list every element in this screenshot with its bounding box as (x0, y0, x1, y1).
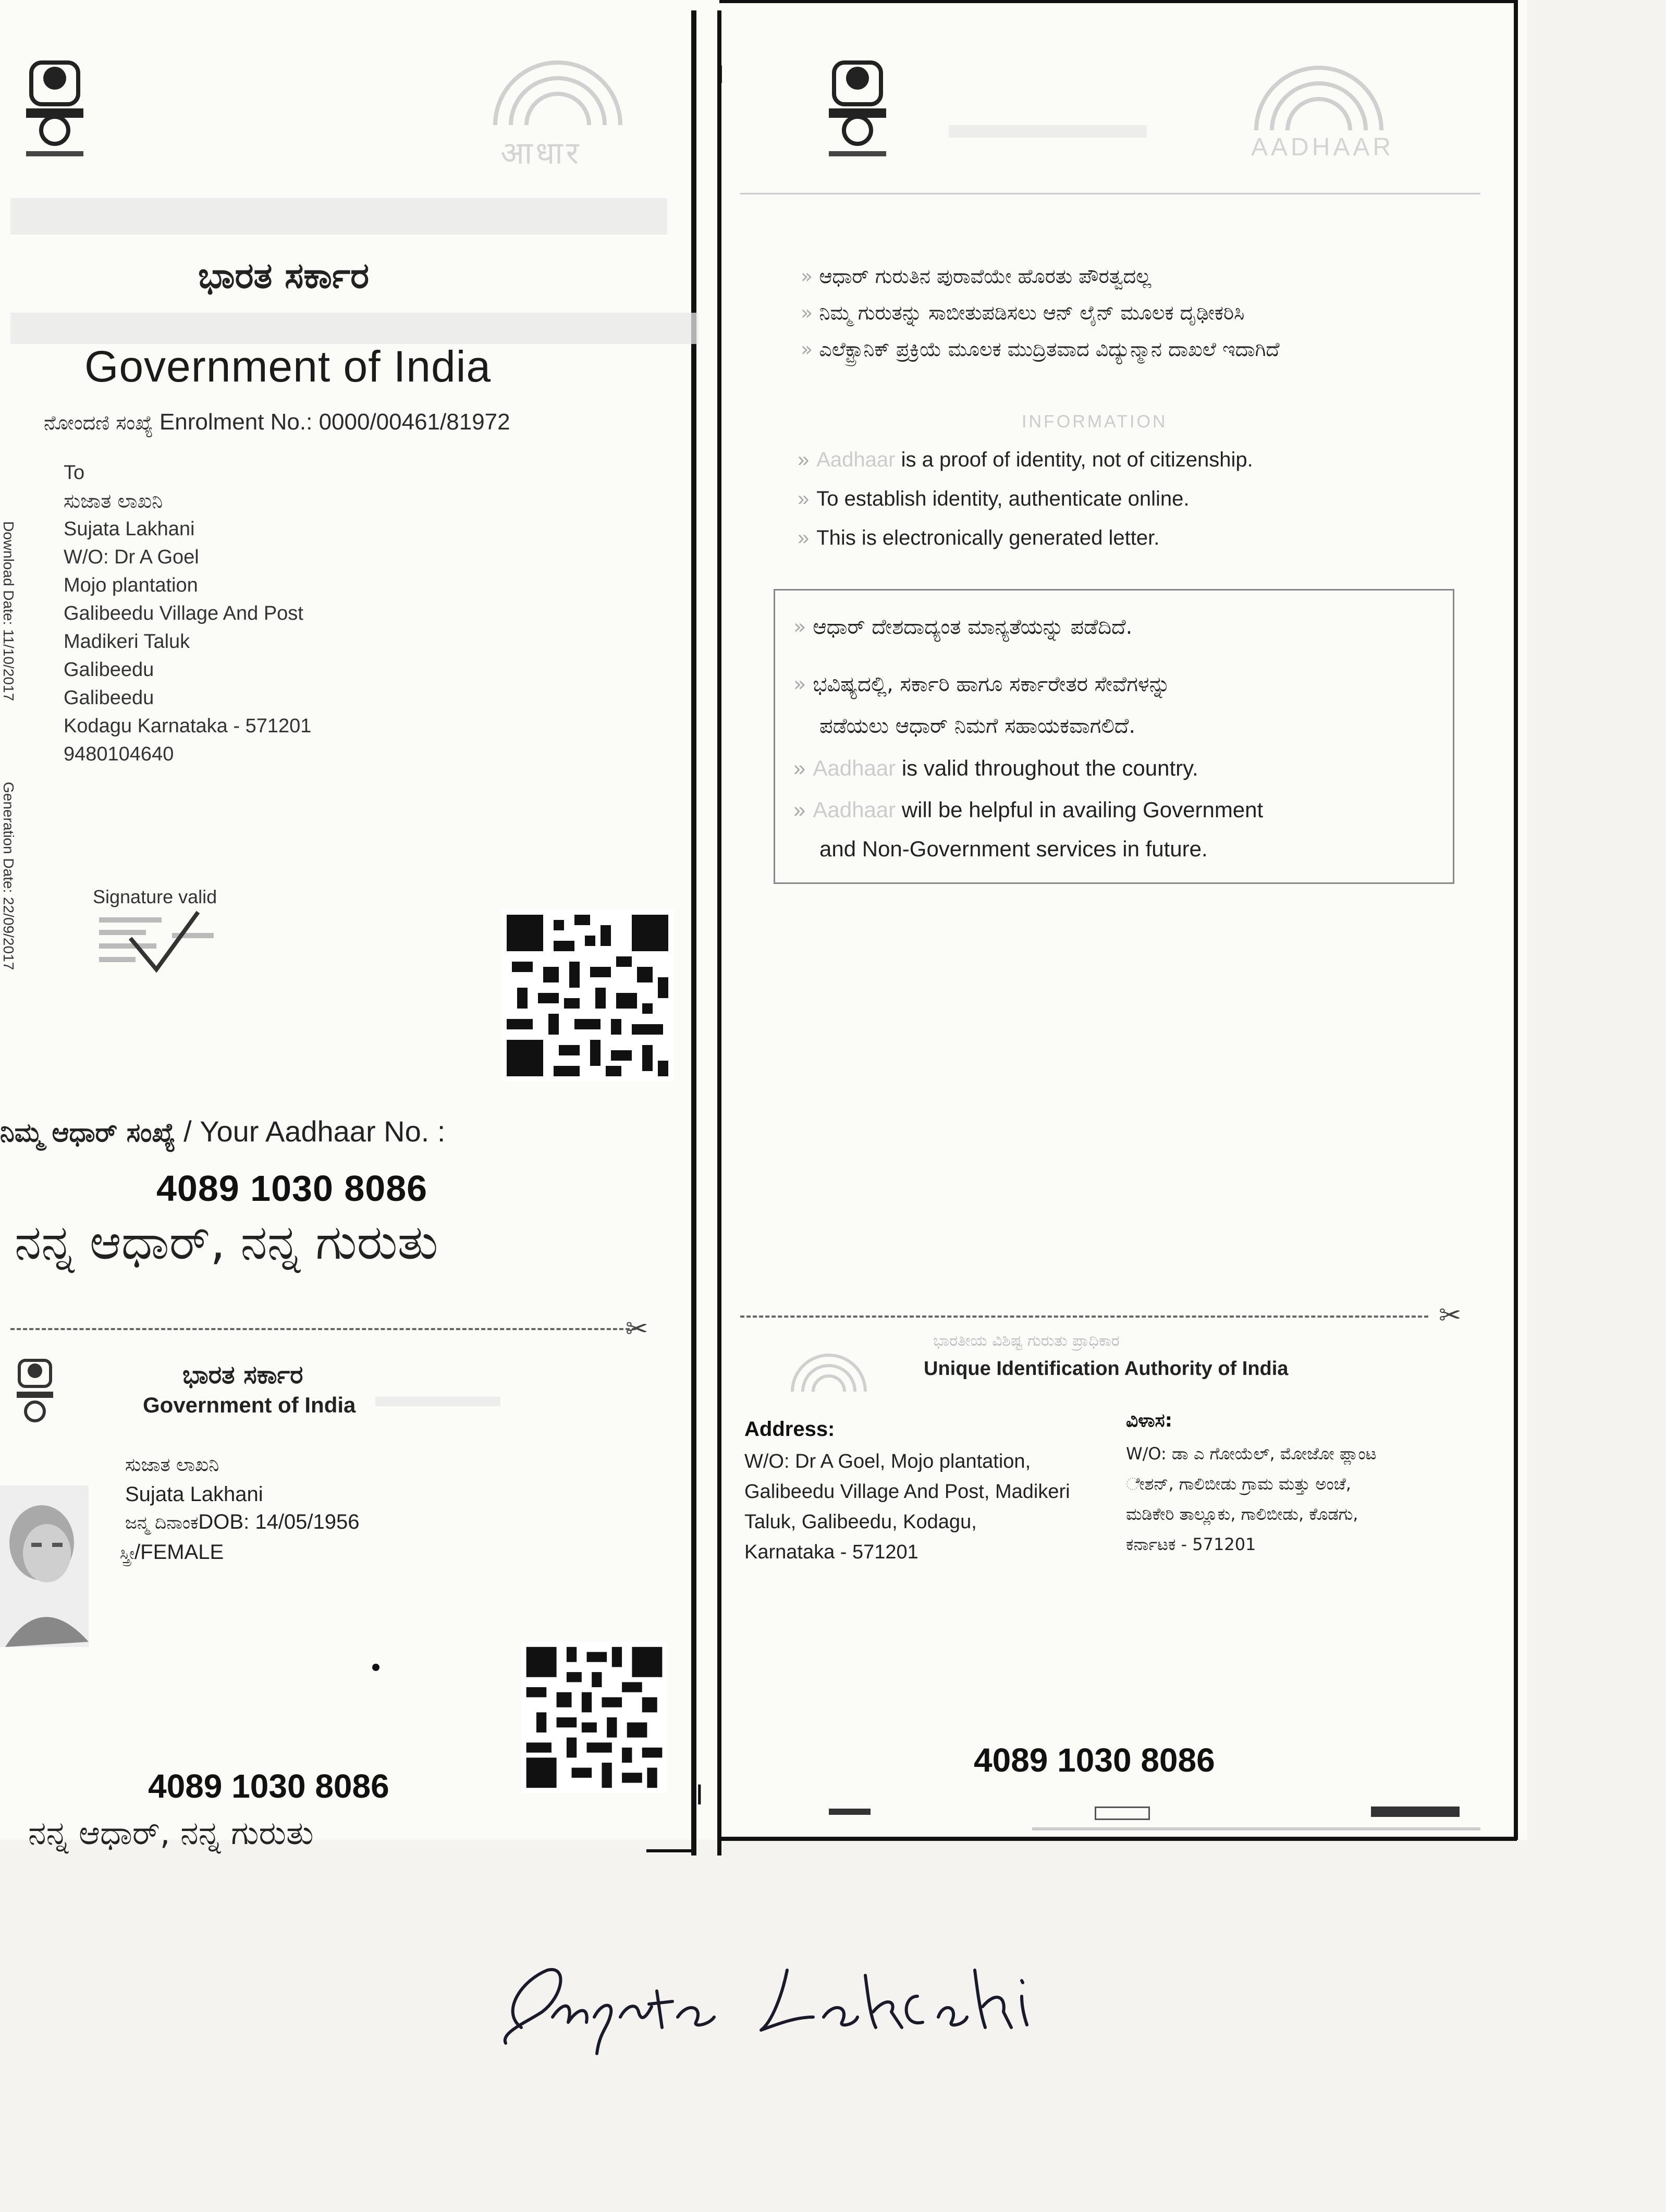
uidai-kn-title: ಭಾರತೀಯ ವಿಶಿಷ್ಟ ಗುರುತು ಪ್ರಾಧಿಕಾರ (933, 1332, 1120, 1350)
footer-logo-strip (829, 1809, 871, 1815)
box-en-item: » Aadhaar is valid throughout the country. (793, 756, 1198, 780)
aadhaar-slogan-letter: ನನ್ನ ಆಧಾರ್, ನನ್ನ ಗುರುತು (15, 1214, 438, 1270)
card-dob-value: DOB: 14/05/1956 (198, 1510, 360, 1533)
footer-logo-strip (1095, 1807, 1150, 1820)
card-dob (125, 1510, 360, 1534)
back-address-line: Taluk, Galibeedu, Kodagu, (744, 1511, 977, 1533)
address-line: Galibeedu Village And Post (64, 603, 303, 624)
back-address-line: Galibeedu Village And Post, Madikeri (744, 1481, 1070, 1503)
enrolment-number (44, 409, 510, 435)
address-line: 9480104640 (64, 743, 174, 765)
national-emblem-icon (16, 47, 94, 167)
aadhaar-slogan-card: ನನ್ನ ಆಧಾರ್, ನನ್ನ ಗುರುತು (28, 1814, 314, 1852)
address-label: Address: (744, 1418, 835, 1441)
kannada-govt-header: ಭಾರತ ಸರ್ಕಾರ (198, 255, 370, 297)
aadhaar-fingerprint-logo-icon (485, 57, 631, 130)
address-line: W/O: Dr A Goel (64, 546, 199, 568)
en-info-item: » Aadhaar is a proof of identity, not of citizenship. (798, 448, 1253, 471)
aadhaar-fingerprint-logo-icon (787, 1347, 871, 1394)
back-address-line: W/O: Dr A Goel, Mojo plantation, (744, 1451, 1031, 1472)
scissors-icon: ✂ (626, 1314, 648, 1344)
national-emblem-icon (818, 52, 897, 167)
generation-date-vertical: Generation Date: 22/09/2017 (1, 782, 17, 970)
box-en-item: » Aadhaar will be helpful in availing Government (793, 797, 1264, 822)
information-heading: INFORMATION (1022, 412, 1168, 432)
footer-logo-strip (1371, 1807, 1460, 1817)
dot-mark (372, 1664, 379, 1671)
box-kn-item: » ಆಧಾರ್ ದೇಶದಾದ್ಯಂತ ಮಾನ್ಯತೆಯನ್ನು ಪಡೆದಿದೆ. (793, 615, 1133, 639)
card-name: Sujata Lakhani (125, 1483, 263, 1506)
en-info-item: » To establish identity, authenticate online. (798, 487, 1190, 510)
bottom-border-left (646, 1849, 693, 1852)
back-address-line-kn: ಮಡಿಕೇರಿ ತಾಲ್ಲೂಕು, ಗಾಲಿಬೀಡು, ಕೊಡಗು, (1126, 1504, 1358, 1524)
govt-of-india-title: Government of India (84, 342, 492, 391)
card-kannada-header: ಭಾರತ ಸರ್ಕಾರ (182, 1360, 303, 1390)
hinge-mark-bottom: I (695, 1778, 704, 1811)
signature-check-icon (94, 907, 229, 980)
faded-header-band (949, 125, 1147, 138)
card-gender-kn: ಸ್ತ್ರೀ (120, 1545, 135, 1563)
your-aadhaar-no-en: / Your Aadhaar No. : (183, 1115, 446, 1148)
faded-header-band (375, 1397, 500, 1406)
center-fold-line (691, 10, 696, 1855)
address-line: Galibeedu (64, 687, 154, 709)
back-address-block-kn (1126, 1439, 1377, 1559)
aadhaar-number-card-back: 4089 1030 8086 (974, 1741, 1215, 1779)
kn-info-item: » ಎಲೆಕ್ಟ್ರಾನಿಕ್ ಪ್ರಕ್ರಿಯೆ ಮೂಲಕ ಮುದ್ರಿತವಾದ ವಿದ್ಯುನ್ಮಾನ ದಾಖಲೆ ಇದಾಗಿದೆ (801, 338, 1280, 361)
hinge-mark-top: I (717, 61, 725, 89)
box-kn-item: » ಭವಿಷ್ಯದಲ್ಲಿ, ಸರ್ಕಾರಿ ಹಾಗೂ ಸರ್ಕಾರೇತರ ಸೇವೆಗಳನ್ನು (793, 672, 1170, 696)
download-date-vertical: Download Date: 11/10/2017 (1, 521, 17, 702)
address-line: Kodagu Karnataka - 571201 (64, 715, 312, 737)
your-aadhaar-no-label (0, 1114, 445, 1148)
enrolment-kn-label: ನೋಂದಣಿ ಸಂಖ್ಯೆ (44, 411, 153, 434)
card-name-kn: ಸುಜಾತ ಲಾಖನಿ (125, 1454, 219, 1476)
card-dob-kn: ಜನ್ಮ ದಿನಾಂಕ (125, 1513, 199, 1533)
header-rule (740, 193, 1480, 194)
enrolment-label: Enrolment No.: 0000/00461/81972 (159, 409, 510, 435)
right-border-line (1514, 0, 1518, 1840)
uidai-title: Unique Identification Authority of India (924, 1358, 1289, 1380)
aadhaar-watermark: AADHAAR (1251, 133, 1394, 161)
address-line: ಸುಜಾತ ಲಾಖನಿ (64, 489, 163, 512)
national-emblem-icon (11, 1355, 58, 1433)
back-address-line-kn: ಕರ್ನಾಟಕ - 571201 (1126, 1534, 1256, 1554)
address-label-kn: ವಿಳಾಸ: (1126, 1410, 1172, 1431)
address-line: Sujata Lakhani (64, 518, 195, 540)
aadhaar-number-letter: 4089 1030 8086 (156, 1168, 428, 1209)
en-info-item: » This is electronically generated letter. (798, 526, 1160, 549)
signature-valid-label: Signature valid (93, 886, 217, 907)
center-fold-line-2 (717, 10, 721, 1855)
to-label: To (64, 462, 85, 484)
kn-info-item: » ನಿಮ್ಮ ಗುರುತನ್ನು ಸಾಬೀತುಪಡಿಸಲು ಆನ್ ಲೈನ್ ಮೂಲಕ ದೃಢೀಕರಿಸಿ (801, 301, 1245, 324)
scissors-icon: ✂ (1439, 1300, 1462, 1331)
handwritten-signature (490, 1939, 1074, 2064)
cut-line-left (10, 1328, 636, 1330)
address-line: Galibeedu (64, 659, 154, 681)
aadhaar-hindi-watermark: आधार (500, 136, 582, 170)
your-aadhaar-no-kn: ನಿಮ್ಮ ಆಧಾರ್ ಸಂಖ್ಯೆ (0, 1117, 176, 1148)
recipient-address-block (64, 459, 460, 768)
qr-code-card (521, 1642, 667, 1793)
back-address-line: Karnataka - 571201 (744, 1541, 918, 1563)
top-border-line (719, 0, 1517, 3)
aadhaar-fingerprint-logo-icon (1246, 63, 1392, 136)
box-kn-item: ಪಡೆಯಲು ಆಧಾರ್ ನಿಮಗೆ ಸಹಾಯಕವಾಗಲಿದೆ. (819, 714, 1136, 738)
box-en-item: and Non-Government services in future. (819, 837, 1208, 861)
photo-avatar (0, 1485, 89, 1647)
back-address-line-kn: ೇಶನ್, ಗಾಲಿಬೀಡು ಗ್ರಾಮ ಮತ್ತು ಅಂಚೆ, (1126, 1474, 1351, 1494)
address-line: Madikeri Taluk (64, 631, 190, 653)
bottom-border-line (719, 1837, 1517, 1841)
footer-fine-print (1032, 1827, 1480, 1830)
qr-code-letter (501, 910, 673, 1082)
card-gender: ಸ್ತ್ರೀ/FEMALE (120, 1541, 224, 1564)
faded-header-band (10, 198, 667, 235)
faded-header-band (10, 313, 699, 344)
kn-info-item: » ಆಧಾರ್ ಗುರುತಿನ ಪುರಾವೆಯೇ ಹೊರತು ಪೌರತ್ವದಲ್ಲ (801, 265, 1152, 288)
address-line: Mojo plantation (64, 574, 198, 596)
card-govt-of-india: Government of India (143, 1393, 356, 1417)
back-address-block (744, 1446, 1070, 1567)
cut-line-right (740, 1316, 1428, 1318)
back-address-line-kn: W/O: ಡಾ ಎ ಗೋಯೆಲ್, ಮೋಜೋ ಪ್ಲಾಂಟ (1126, 1444, 1377, 1464)
aadhaar-number-card-front: 4089 1030 8086 (148, 1767, 389, 1805)
card-gender-value: FEMALE (140, 1541, 224, 1564)
